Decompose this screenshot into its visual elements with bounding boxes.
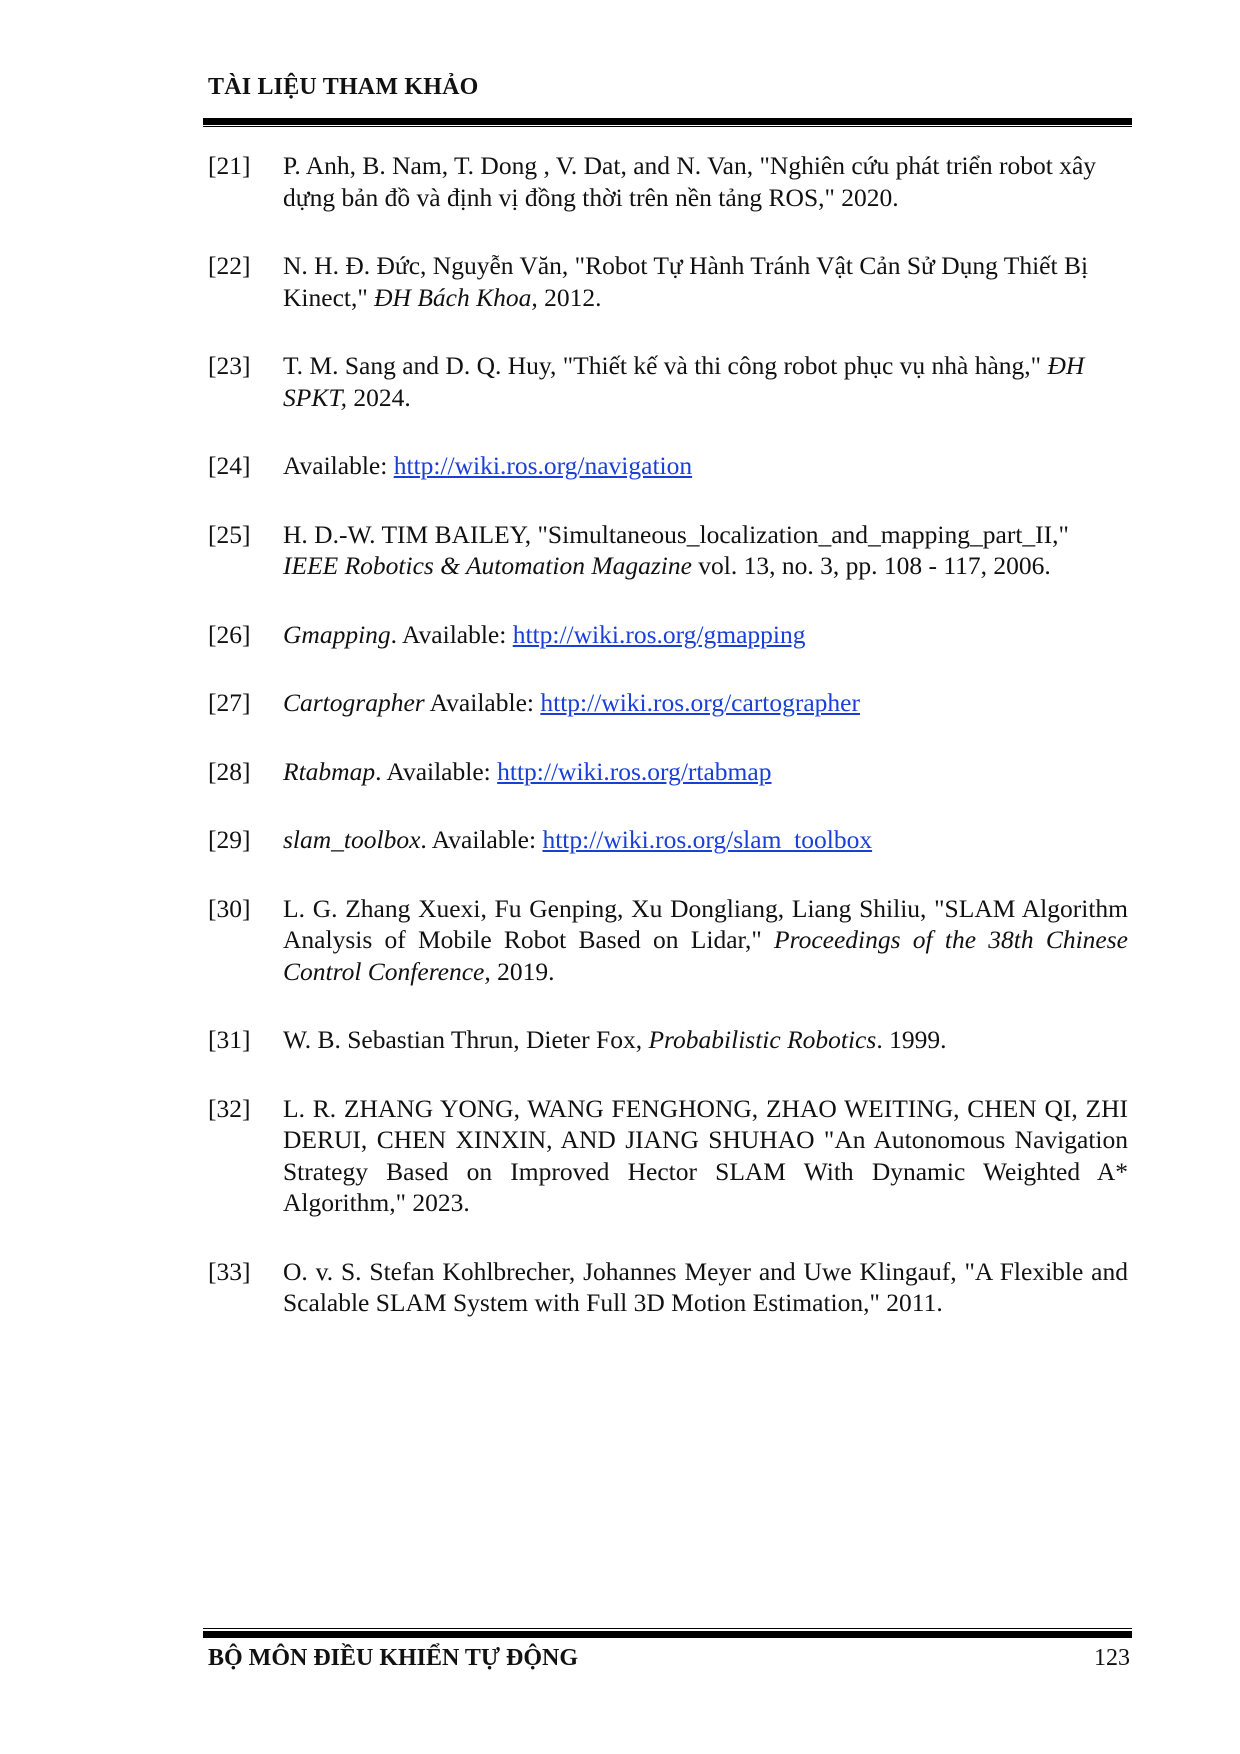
reference-text	[283, 1256, 1128, 1319]
reference-item	[208, 1024, 1128, 1056]
reference-link[interactable]: http://wiki.ros.org/cartographer	[540, 688, 860, 717]
reference-text-segment: H. D.-W. TIM BAILEY, "Simultaneous_localization_and_mapping_part_II,"	[283, 519, 1069, 549]
reference-text-segment: L. R. ZHANG YONG, WANG FENGHONG, ZHAO WEITING, CHEN QI, ZHI DERUI, CHEN XINXIN, AND JIANG SHUHAO "An Autonomous Navigation Strategy Based on Improved Hector SLAM With Dynamic Weighted A* Algorithm," 2023.	[283, 1093, 1128, 1217]
reference-text	[283, 1024, 1128, 1056]
reference-text-segment: Available:	[283, 451, 394, 480]
header-rule	[203, 118, 1132, 125]
reference-text-segment: . Available:	[375, 756, 498, 786]
reference-link[interactable]: http://wiki.ros.org/rtabmap	[497, 756, 772, 786]
reference-italic-text: ĐH Bách Khoa,	[374, 282, 538, 312]
reference-italic-text: Rtabmap	[283, 756, 376, 786]
reference-text-segment: 2012.	[537, 282, 602, 312]
reference-item	[208, 619, 1128, 651]
reference-item	[208, 350, 1128, 413]
reference-italic-text: slam_toolbox	[283, 825, 421, 854]
reference-text	[283, 1093, 1128, 1219]
footer-rule-thin	[203, 1628, 1132, 1629]
reference-link[interactable]: http://wiki.ros.org/gmapping	[512, 619, 806, 649]
reference-text	[283, 250, 1128, 313]
reference-text-segment: 2019.	[490, 956, 555, 986]
reference-text	[283, 756, 1128, 788]
reference-text-segment: P. Anh, B. Nam, T. Dong , V. Dat, and N. Van, "Nghiên cứu phát triển robot xây dựng bản đồ và định vị đồng thời trên nền tảng ROS," 2020.	[283, 151, 1097, 212]
reference-italic-text: Probabilistic Robotics	[648, 1025, 877, 1054]
reference-number: [31]	[208, 1025, 251, 1054]
reference-item	[208, 687, 1128, 719]
reference-item	[208, 756, 1128, 788]
reference-text	[283, 824, 1128, 856]
reference-item	[208, 250, 1128, 313]
reference-number: [24]	[208, 451, 251, 480]
reference-italic-text: Proceedings of the 38th Chinese Control Conference,	[283, 925, 1128, 986]
reference-text-segment: Available:	[424, 688, 541, 717]
reference-number: [21]	[208, 151, 251, 180]
reference-item	[208, 893, 1128, 988]
reference-text-segment: . 1999.	[876, 1025, 947, 1054]
page-number: 123	[1094, 1645, 1130, 1671]
reference-text-segment: W. B. Sebastian Thrun, Dieter Fox,	[283, 1025, 649, 1054]
reference-text-segment: . Available:	[390, 619, 513, 649]
reference-item	[208, 519, 1128, 582]
page-title: TÀI LIỆU THAM KHẢO	[208, 74, 479, 100]
reference-text-segment: O. v. S. Stefan Kohlbrecher, Johannes Meyer and Uwe Klingauf, "A Flexible and Scalable SLAM System with Full 3D Motion Estimation," 2011.	[283, 1256, 1128, 1317]
reference-text	[283, 519, 1128, 582]
reference-item	[208, 1093, 1128, 1219]
reference-list	[208, 150, 1128, 1356]
reference-italic-text: ĐH SPKT,	[283, 351, 1085, 412]
reference-item	[208, 150, 1128, 213]
reference-text-segment: vol. 13, no. 3, pp. 108 - 117, 2006.	[691, 551, 1051, 580]
reference-number: [23]	[208, 351, 251, 380]
header-rule-thin	[203, 126, 1132, 127]
department-name: BỘ MÔN ĐIỀU KHIỂN TỰ ĐỘNG	[208, 1645, 579, 1671]
reference-link[interactable]: http://wiki.ros.org/navigation	[393, 451, 693, 480]
reference-number: [29]	[208, 825, 251, 854]
reference-number: [27]	[208, 688, 251, 717]
reference-number: [33]	[208, 1256, 251, 1286]
reference-item	[208, 1256, 1128, 1319]
reference-number: [32]	[208, 1093, 251, 1123]
reference-italic-text: IEEE Robotics & Automation Magazine	[283, 551, 692, 580]
reference-text	[283, 450, 1128, 482]
reference-text-segment: N. H. Đ. Đức, Nguyễn Văn, "Robot Tự Hành Tránh Vật Cản Sử Dụng Thiết Bị Kinect,"	[283, 251, 1089, 312]
footer-rule	[203, 1631, 1132, 1638]
reference-text	[283, 687, 1128, 719]
reference-number: [22]	[208, 251, 251, 280]
reference-italic-text: Cartographer	[283, 688, 425, 717]
reference-number: [25]	[208, 519, 251, 549]
reference-link[interactable]: http://wiki.ros.org/slam_toolbox	[542, 825, 873, 854]
reference-number: [30]	[208, 893, 251, 923]
reference-text-segment: 2024.	[347, 382, 411, 412]
reference-item	[208, 450, 1128, 482]
reference-text-segment: . Available:	[420, 825, 543, 854]
reference-number: [26]	[208, 619, 251, 649]
reference-text	[283, 150, 1128, 213]
reference-number: [28]	[208, 756, 251, 786]
reference-text-segment: T. M. Sang and D. Q. Huy, "Thiết kế và thi công robot phục vụ nhà hàng,"	[283, 351, 1048, 380]
reference-item	[208, 824, 1128, 856]
reference-text	[283, 619, 1128, 651]
reference-text	[283, 893, 1128, 988]
reference-text	[283, 350, 1128, 413]
reference-text-segment: L. G. Zhang Xuexi, Fu Genping, Xu Dongliang, Liang Shiliu, "SLAM Algorithm Analysis of Mobile Robot Based on Lidar,"	[283, 893, 1128, 954]
reference-italic-text: Gmapping	[283, 619, 391, 649]
